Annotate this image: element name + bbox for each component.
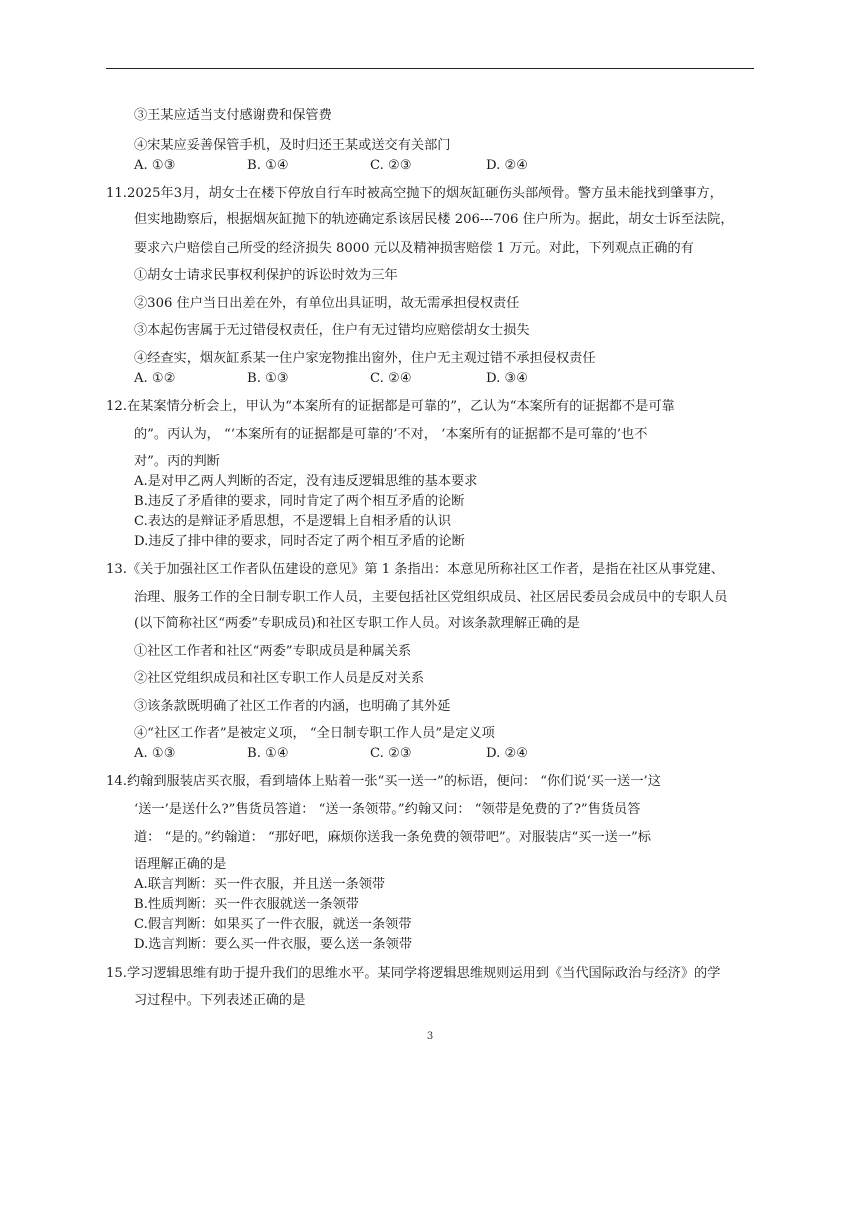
q10-item-4: ④宋某应妥善保管手机，及时归还王某或送交有关部门 xyxy=(134,138,451,153)
q11-stem-line-3: 要求六户赔偿自己所受的经济损失 8000 元以及精神损害赔偿 1 万元。对此，下列观点正确的有 xyxy=(134,241,694,256)
q14-choice-c: C.假言判断：如果买了一件衣服，就送一条领带 xyxy=(134,917,412,932)
q14-stem-line-4: 语理解正确的是 xyxy=(134,857,227,872)
q12-choice-d: D.违反了排中律的要求，同时否定了两个相互矛盾的论断 xyxy=(134,534,465,549)
q13-stem-line-2: 治理、服务工作的全日制专职工作人员，主要包括社区党组织成员、社区居民委员会成员中的专职人员 xyxy=(134,590,728,605)
q11-option-d: D. ③④ xyxy=(486,371,529,386)
q13-item-1: ①社区工作者和社区“两委”专职成员是种属关系 xyxy=(134,644,412,659)
q13-item-2: ②社区党组织成员和社区专职工作人员是反对关系 xyxy=(134,671,425,686)
q14-choice-a: A.联言判断：买一件衣服，并且送一条领带 xyxy=(134,877,386,892)
q11-option-a: A. ①② xyxy=(134,371,176,386)
q11-stem-line-1: 11.2025年3月，胡女士在楼下停放自行车时被高空抛下的烟灰缸砸伤头部颅骨。警方虽未能找到肇事方， xyxy=(106,186,723,201)
q13-option-a: A. ①③ xyxy=(134,746,176,761)
q13-option-c: C. ②③ xyxy=(370,746,412,761)
page-number: 3 xyxy=(426,1031,434,1042)
q10-option-b: B. ①④ xyxy=(247,158,289,173)
q13-option-d: D. ②④ xyxy=(486,746,529,761)
q12-stem-line-2: 的”。丙认为， “‘本案所有的证据都是可靠的’不对， ‘本案所有的证据都不是可靠的’也不 xyxy=(134,427,648,442)
q11-stem-line-2: 但实地勘察后，根据烟灰缸抛下的轨迹确定系该居民楼 206---706 住户所为。据此，胡女士诉至法院， xyxy=(134,212,734,227)
q11-item-3: ③本起伤害属于无过错侵权责任，住户有无过错均应赔偿胡女士损失 xyxy=(134,323,530,338)
q12-stem-line-3: 对”。丙的判断 xyxy=(134,454,220,469)
q13-option-b: B. ①④ xyxy=(247,746,289,761)
q10-option-c: C. ②③ xyxy=(370,158,412,173)
q13-stem-line-1: 13.《关于加强社区工作者队伍建设的意见》第 1 条指出：本意见所称社区工作者，是指在社区从事党建、 xyxy=(106,562,724,577)
q12-choice-b: B.违反了矛盾律的要求，同时肯定了两个相互矛盾的论断 xyxy=(134,494,465,509)
q13-item-4: ④“社区工作者”是被定义项， “全日制专职工作人员”是定义项 xyxy=(134,726,495,741)
header-rule xyxy=(106,68,754,69)
q10-item-3: ③王某应适当支付感谢费和保管费 xyxy=(134,108,332,123)
q11-item-1: ①胡女士请求民事权利保护的诉讼时效为三年 xyxy=(134,268,398,283)
q13-stem-line-3: (以下简称社区“两委”专职成员)和社区专职工作人员。对该条款理解正确的是 xyxy=(134,616,580,631)
q14-stem-line-1: 14.约翰到服装店买衣服，看到墙体上贴着一张“买一送一”的标语，便问： “你们说‘买一送一’这 xyxy=(106,774,661,789)
q13-item-3: ③该条款既明确了社区工作者的内涵，也明确了其外延 xyxy=(134,699,451,714)
q11-item-4: ④经查实，烟灰缸系某一住户家宠物推出窗外，住户无主观过错不承担侵权责任 xyxy=(134,351,596,366)
q12-choice-a: A.是对甲乙两人判断的否定，没有违反逻辑思维的基本要求 xyxy=(134,474,478,489)
q14-choice-d: D.选言判断：要么买一件衣服，要么送一条领带 xyxy=(134,937,413,952)
q15-stem-line-1: 15.学习逻辑思维有助于提升我们的思维水平。某同学将逻辑思维规则运用到《当代国际政治与经济》的学 xyxy=(106,966,721,981)
q11-item-2: ②306 住户当日出差在外，有单位出具证明，故无需承担侵权责任 xyxy=(134,296,520,311)
q11-option-b: B. ①③ xyxy=(247,371,289,386)
q14-stem-line-2: ‘送一’是送什么?”售货员答道： “送一条领带。”约翰又问： “领带是免费的了?”售货员答 xyxy=(134,802,641,817)
q15-stem-line-2: 习过程中。下列表述正确的是 xyxy=(134,993,306,1008)
q12-stem-line-1: 12.在某案情分析会上，甲认为“本案所有的证据都是可靠的”，乙认为“本案所有的证据都不是可靠 xyxy=(106,399,675,414)
q12-choice-c: C.表达的是辩证矛盾思想，不是逻辑上自相矛盾的认识 xyxy=(134,514,452,529)
q11-option-c: C. ②④ xyxy=(370,371,412,386)
q14-stem-line-3: 道： “是的。”约翰道： “那好吧，麻烦你送我一条免费的领带吧”。对服装店“买一送一”标 xyxy=(134,830,651,845)
q10-option-d: D. ②④ xyxy=(486,158,529,173)
q10-option-a: A. ①③ xyxy=(134,158,176,173)
q14-choice-b: B.性质判断：买一件衣服就送一条领带 xyxy=(134,897,359,912)
